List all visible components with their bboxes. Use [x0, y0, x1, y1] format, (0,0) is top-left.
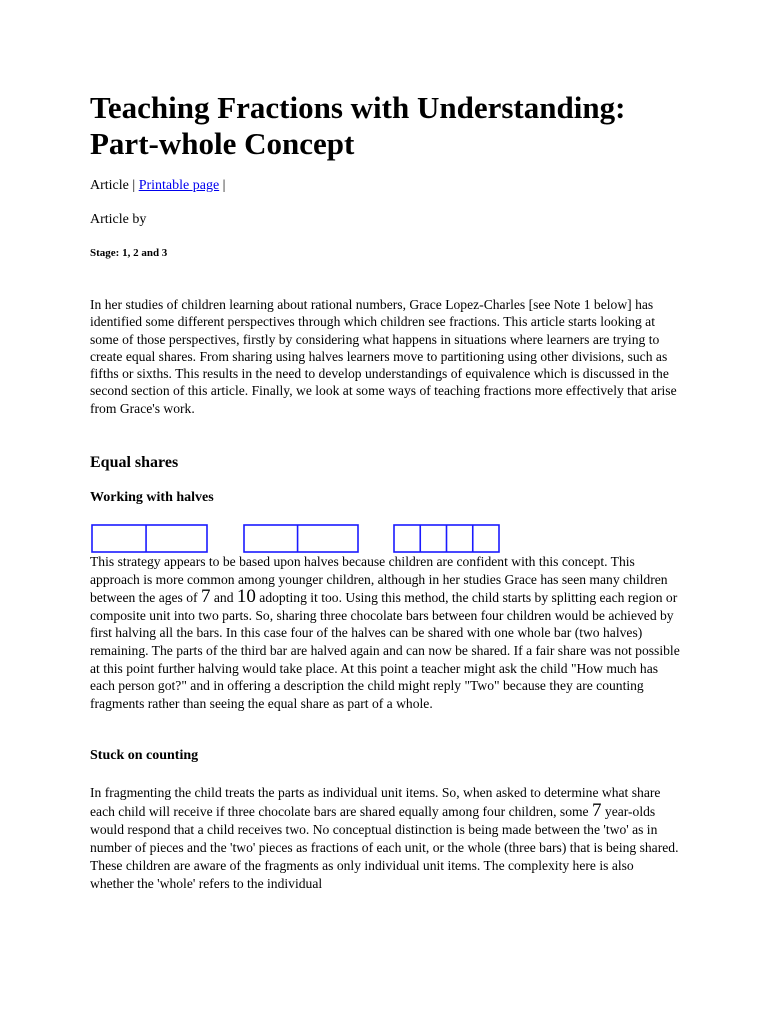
chocolate-bar	[92, 525, 207, 552]
meta-separator: |	[219, 178, 226, 193]
page-title	[90, 90, 690, 162]
age-value: 10	[236, 586, 256, 608]
meta-separator: |	[128, 178, 139, 193]
age-value: 7	[592, 800, 602, 821]
counting-text-a: In fragmenting the child treats the parts as individual unit items. So, when asked to determine what share each child will receive if three chocolate bars are shared equally among four children, some	[90, 785, 661, 819]
halving-diagram	[91, 524, 511, 554]
section-heading: Equal shares	[90, 454, 179, 471]
article-type: Article	[90, 178, 129, 193]
article-meta	[90, 178, 225, 194]
counting-text-b: year-olds would respond that a child receives two. No conceptual distinction is being made between the 'two' as in number of pieces and the 'two' pieces as fractions of each unit, or the whole (three bars) that is being shared. These children are aware of the fragments as only individual unit items. The complexity here is also whether the 'whole' refers to the individual	[90, 804, 679, 891]
chocolate-bar	[244, 525, 358, 552]
halves-text-c: adopting it too. Using this method, the child starts by splitting each region or composite unit into two parts. So, sharing three chocolate bars between four children would be achieved by first halving all the bars. In this case four of the halves can be shared with one whole bar (two halves) remaining. The parts of the third bar are halved again and can now be shared. If a fair share was not possible at this point further halving would take place. At this point a teacher might ask the child "How much has each person got?" and in offering a description the child might reply "Two" because they are counting fragments rather than seeing the equal share as part of a whole.	[90, 590, 680, 711]
title-line-2: Part-whole Concept	[90, 126, 355, 161]
halves-paragraph	[90, 553, 680, 712]
byline: Article by	[90, 212, 147, 227]
title-line-1: Teaching Fractions with Understanding:	[90, 90, 626, 125]
subsection-heading-halves: Working with halves	[90, 490, 214, 505]
age-value: 7	[200, 586, 211, 608]
halves-text-a: This strategy appears to be based upon halves because children are confident with this concept. This approach is more common among younger children, although in her studies Grace has seen many children between the ages of	[90, 554, 668, 606]
counting-paragraph	[90, 784, 680, 893]
printable-page-link[interactable]: Printable page	[138, 178, 220, 193]
intro-paragraph: In her studies of children learning about rational numbers, Grace Lopez-Charles [see Note 1 below] has identified some different perspectives through which children see fractions. This article starts looking at some of those perspectives, firstly by considering what happens in situations where learners are trying to create equal shares. From sharing using halves learners move to partitioning using other divisions, such as fifths or sixths. This results in the need to develop understandings of equivalence which is discussed in the second section of this article. Finally, we look at some ways of teaching fractions more effectively that arise from Grace's work.	[90, 297, 677, 416]
subsection-heading-counting: Stuck on counting	[90, 748, 199, 763]
stage-label: Stage: 1, 2 and 3	[90, 247, 168, 259]
halves-text-b: and	[210, 590, 237, 606]
